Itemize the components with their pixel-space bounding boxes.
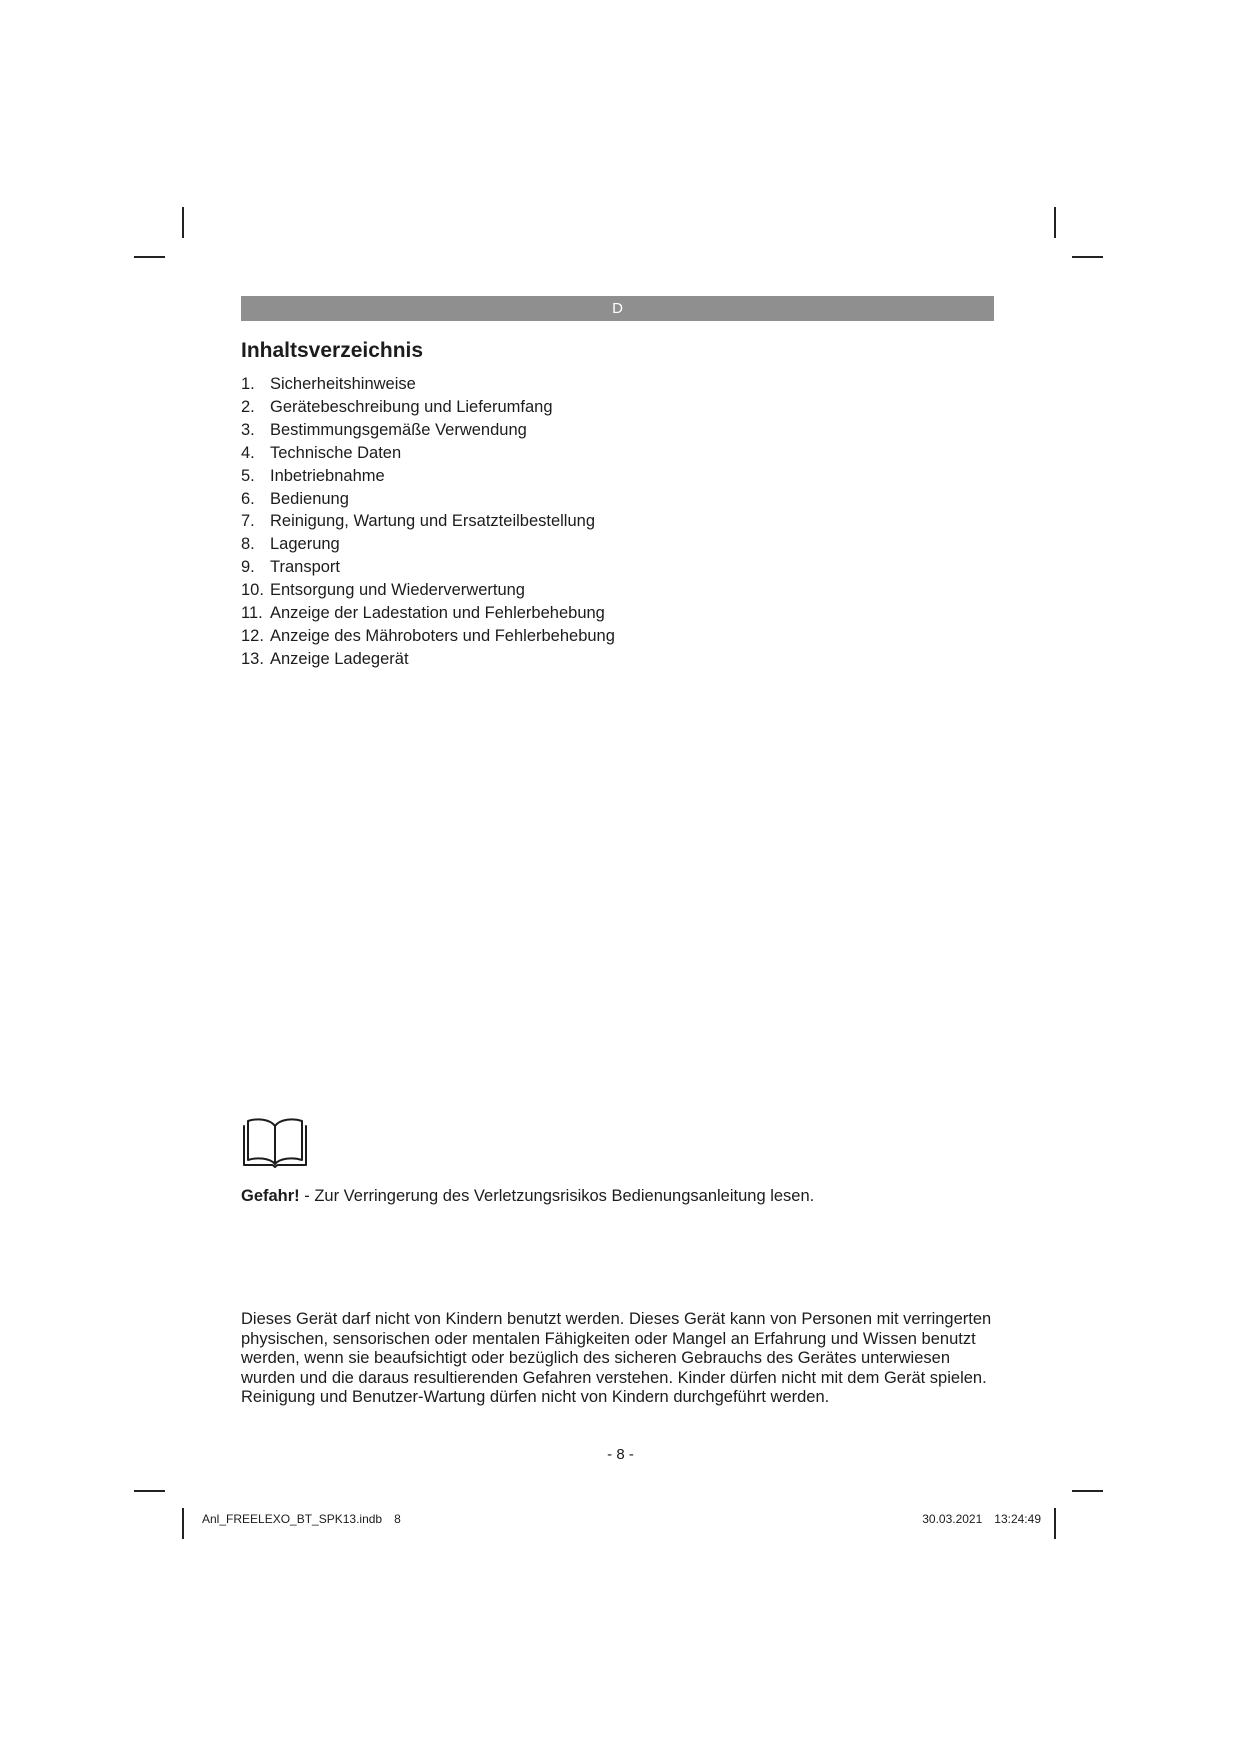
toc-item-number: 7. <box>241 512 255 531</box>
toc-item-number: 5. <box>241 466 255 485</box>
footer-time: 13:24:49 <box>994 1512 1041 1526</box>
toc-item-label: Technische Daten <box>270 443 402 462</box>
crop-mark-top-right-vertical <box>1054 207 1056 238</box>
footer-file-name: Anl_FREELEXO_BT_SPK13.indb <box>202 1512 383 1526</box>
toc-item <box>241 510 615 533</box>
crop-mark-bottom-left-horizontal <box>134 1490 165 1492</box>
crop-mark-bottom-right-horizontal <box>1072 1490 1103 1492</box>
toc-list <box>241 373 615 671</box>
open-book-icon <box>241 1116 309 1168</box>
toc-item <box>241 488 615 511</box>
language-code: D <box>612 300 623 317</box>
toc-item-label: Bedienung <box>270 489 349 508</box>
toc-item-label: Transport <box>270 558 340 577</box>
toc-item-label: Bestimmungsgemäße Verwendung <box>270 420 527 439</box>
crop-mark-top-left-horizontal <box>134 256 165 258</box>
crop-mark-top-left-vertical <box>182 207 184 238</box>
toc-item-label: Sicherheitshinweise <box>270 375 416 393</box>
language-header-bar <box>241 296 994 321</box>
toc-item-number: 4. <box>241 443 255 462</box>
footer-timestamp <box>922 1511 1041 1527</box>
toc-item-label: Inbetriebnahme <box>270 466 385 485</box>
notice-line: werden, wenn sie beaufsichtigt oder bezüglich des sicheren Gebrauchs des Gerätes unterwiesen <box>241 1349 950 1368</box>
notice-line: Reinigung und Benutzer-Wartung dürfen nicht von Kindern durchgeführt werden. <box>241 1388 830 1407</box>
footer-file-info <box>202 1511 401 1527</box>
toc-item <box>241 556 615 579</box>
toc-item-label: Anzeige Ladegerät <box>270 649 409 668</box>
toc-title: Inhaltsverzeichnis <box>241 339 424 362</box>
warning-message: - Zur Verringerung des Verletzungsrisikos Bedienungsanleitung lesen. <box>299 1187 815 1205</box>
toc-item-number: 13. <box>241 649 264 668</box>
toc-item-label: Entsorgung und Wiederverwertung <box>270 581 525 600</box>
crop-mark-bottom-left-vertical <box>182 1508 184 1539</box>
toc-item-label: Gerätebeschreibung und Lieferumfang <box>270 397 553 416</box>
page-number: - 8 - <box>607 1446 634 1463</box>
warning-label: Gefahr! <box>241 1187 300 1205</box>
toc-item-label: Reinigung, Wartung und Ersatzteilbestellung <box>270 512 595 531</box>
toc-item-number: 3. <box>241 420 255 439</box>
toc-item <box>241 579 615 602</box>
toc-item-label: Anzeige der Ladestation und Fehlerbehebung <box>270 604 605 623</box>
toc-item-number: 1. <box>241 375 255 393</box>
toc-item-number: 6. <box>241 489 255 508</box>
toc-item <box>241 602 615 625</box>
toc-item <box>241 465 615 488</box>
toc-item <box>241 648 615 671</box>
toc-item <box>241 373 615 396</box>
toc-item-number: 12. <box>241 626 264 645</box>
toc-item-label: Lagerung <box>270 535 340 554</box>
toc-item <box>241 533 615 556</box>
toc-item <box>241 625 615 648</box>
footer-date: 30.03.2021 <box>922 1512 983 1526</box>
toc-item-number: 9. <box>241 558 255 577</box>
toc-item-label: Anzeige des Mähroboters und Fehlerbehebung <box>270 626 615 645</box>
crop-mark-top-right-horizontal <box>1072 256 1103 258</box>
toc-item-number: 8. <box>241 535 255 554</box>
notice-line: wurden und die daraus resultierenden Gefahren verstehen. Kinder dürfen nicht mit dem Gerät spielen. <box>241 1368 987 1387</box>
toc-item <box>241 442 615 465</box>
footer-page: 8 <box>394 1512 401 1526</box>
toc-item-number: 11. <box>241 604 263 623</box>
crop-mark-bottom-right-vertical <box>1054 1508 1056 1539</box>
children-safety-notice <box>241 1310 1001 1408</box>
notice-line: physischen, sensorischen oder mentalen Fähigkeiten oder Mangel an Erfahrung und Wissen benutzt <box>241 1329 976 1348</box>
toc-item <box>241 396 615 419</box>
notice-line: Dieses Gerät darf nicht von Kindern benutzt werden. Dieses Gerät kann von Personen mit verringerten <box>241 1310 992 1328</box>
toc-item-number: 2. <box>241 397 255 416</box>
toc-item <box>241 419 615 442</box>
warning-text <box>241 1185 814 1207</box>
toc-item-number: 10. <box>241 581 264 600</box>
